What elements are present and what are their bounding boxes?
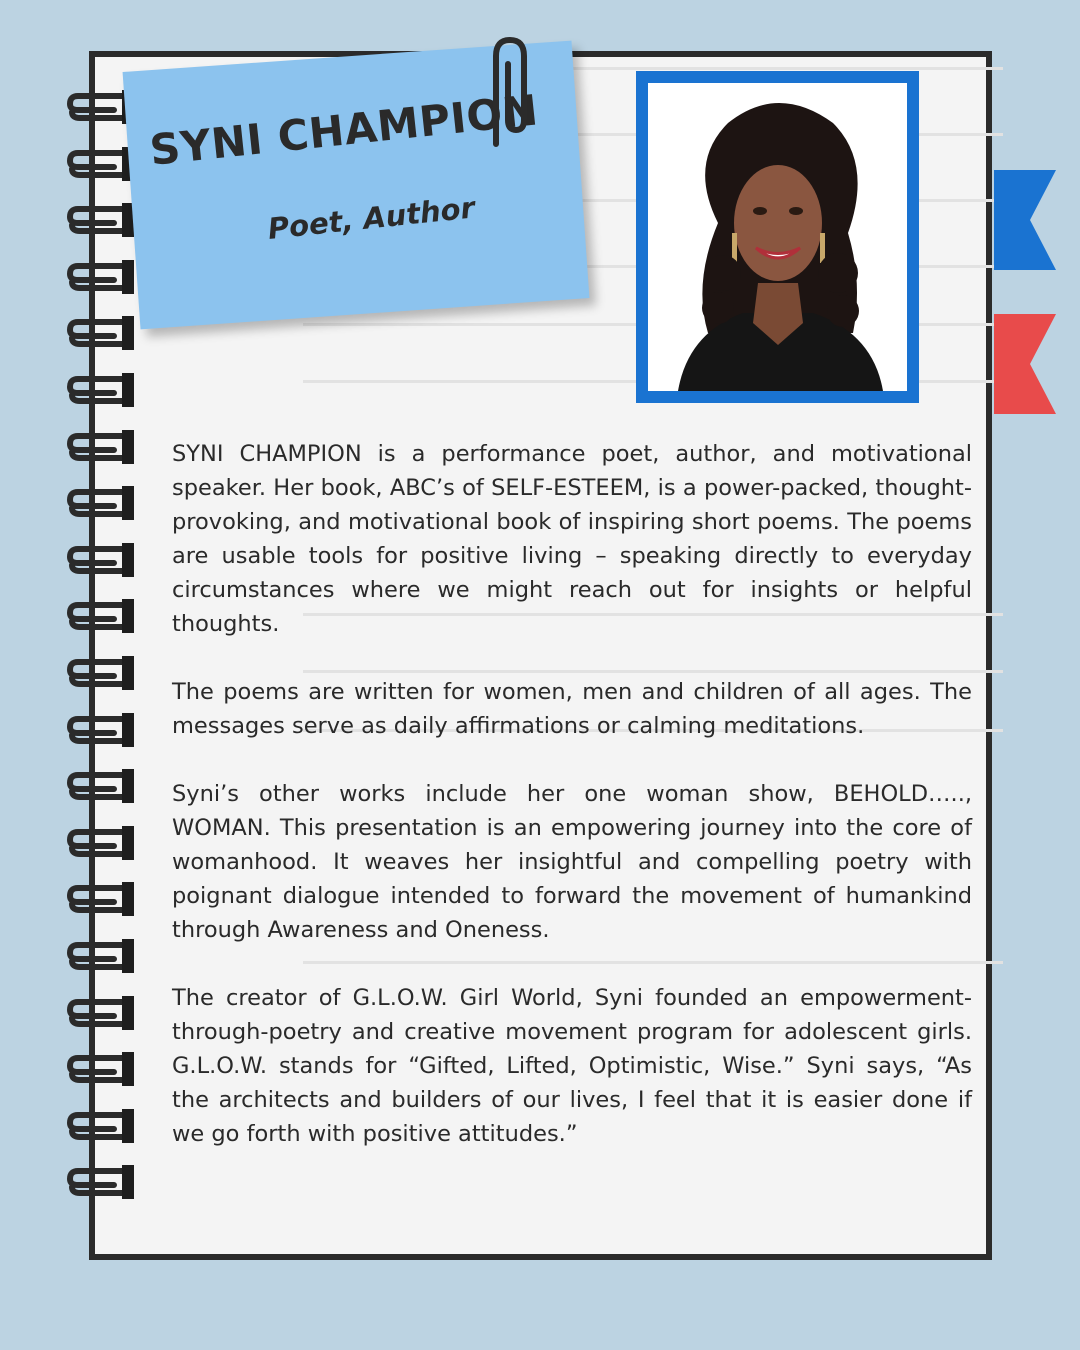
spiral-ring-icon xyxy=(64,767,144,807)
spiral-ring-icon xyxy=(64,937,144,977)
paperclip-icon xyxy=(478,34,540,154)
page-title: SYNI CHAMPION xyxy=(147,85,541,175)
spiral-ring-icon xyxy=(64,371,144,411)
spiral-ring-icon xyxy=(64,654,144,694)
profile-photo-frame xyxy=(636,71,919,403)
profile-photo xyxy=(648,83,907,391)
spiral-ring-icon xyxy=(64,484,144,524)
bio-paragraph: SYNI CHAMPION is a performance poet, author, and motivational speaker. Her book, ABC’s of SELF-ESTEEM, is a power-packed, thought-provoking, and motivational book of inspiring short poems. The poems are usable tools for positive living – speaking directly to everyday circumstances where we might reach out for insights or helpful thoughts. xyxy=(172,441,972,637)
spiral-ring-icon xyxy=(64,880,144,920)
spiral-ring-icon xyxy=(64,824,144,864)
bookmark-tab-blue xyxy=(994,170,1056,270)
spiral-ring-icon xyxy=(64,428,144,468)
spiral-binding xyxy=(64,80,144,1240)
spiral-ring-icon xyxy=(64,258,144,298)
spiral-ring-icon xyxy=(64,711,144,751)
page-subtitle: Poet, Author xyxy=(266,190,477,246)
bio-paragraph: Syni’s other works include her one woman show, BEHOLD….., WOMAN. This presentation is an empowering journey into the core of womanhood. It weaves her insightful and compelling poetry with poignant dialogue intended to forward the movement of humankind through Awareness and Oneness. xyxy=(172,781,972,943)
spiral-ring-icon xyxy=(64,597,144,637)
bio-text xyxy=(172,437,972,1151)
bio-paragraph: The creator of G.L.O.W. Girl World, Syni founded an empowerment-through-poetry and creative movement program for adolescent girls. G.L.O.W. stands for “Gifted, Lifted, Optimistic, Wise.” Syni says, “As the architects and builders of our lives, I feel that it is easier done if we go forth with positive attitudes.” xyxy=(172,985,972,1147)
spiral-ring-icon xyxy=(64,1050,144,1090)
spiral-ring-icon xyxy=(64,541,144,581)
bookmark-tab-red xyxy=(994,314,1056,414)
spiral-ring-icon xyxy=(64,1107,144,1147)
spiral-ring-icon xyxy=(64,994,144,1034)
bio-paragraph: The poems are written for women, men and children of all ages. The messages serve as daily affirmations or calming meditations. xyxy=(172,679,972,739)
spiral-ring-icon xyxy=(64,1163,144,1203)
spiral-ring-icon xyxy=(64,314,144,354)
